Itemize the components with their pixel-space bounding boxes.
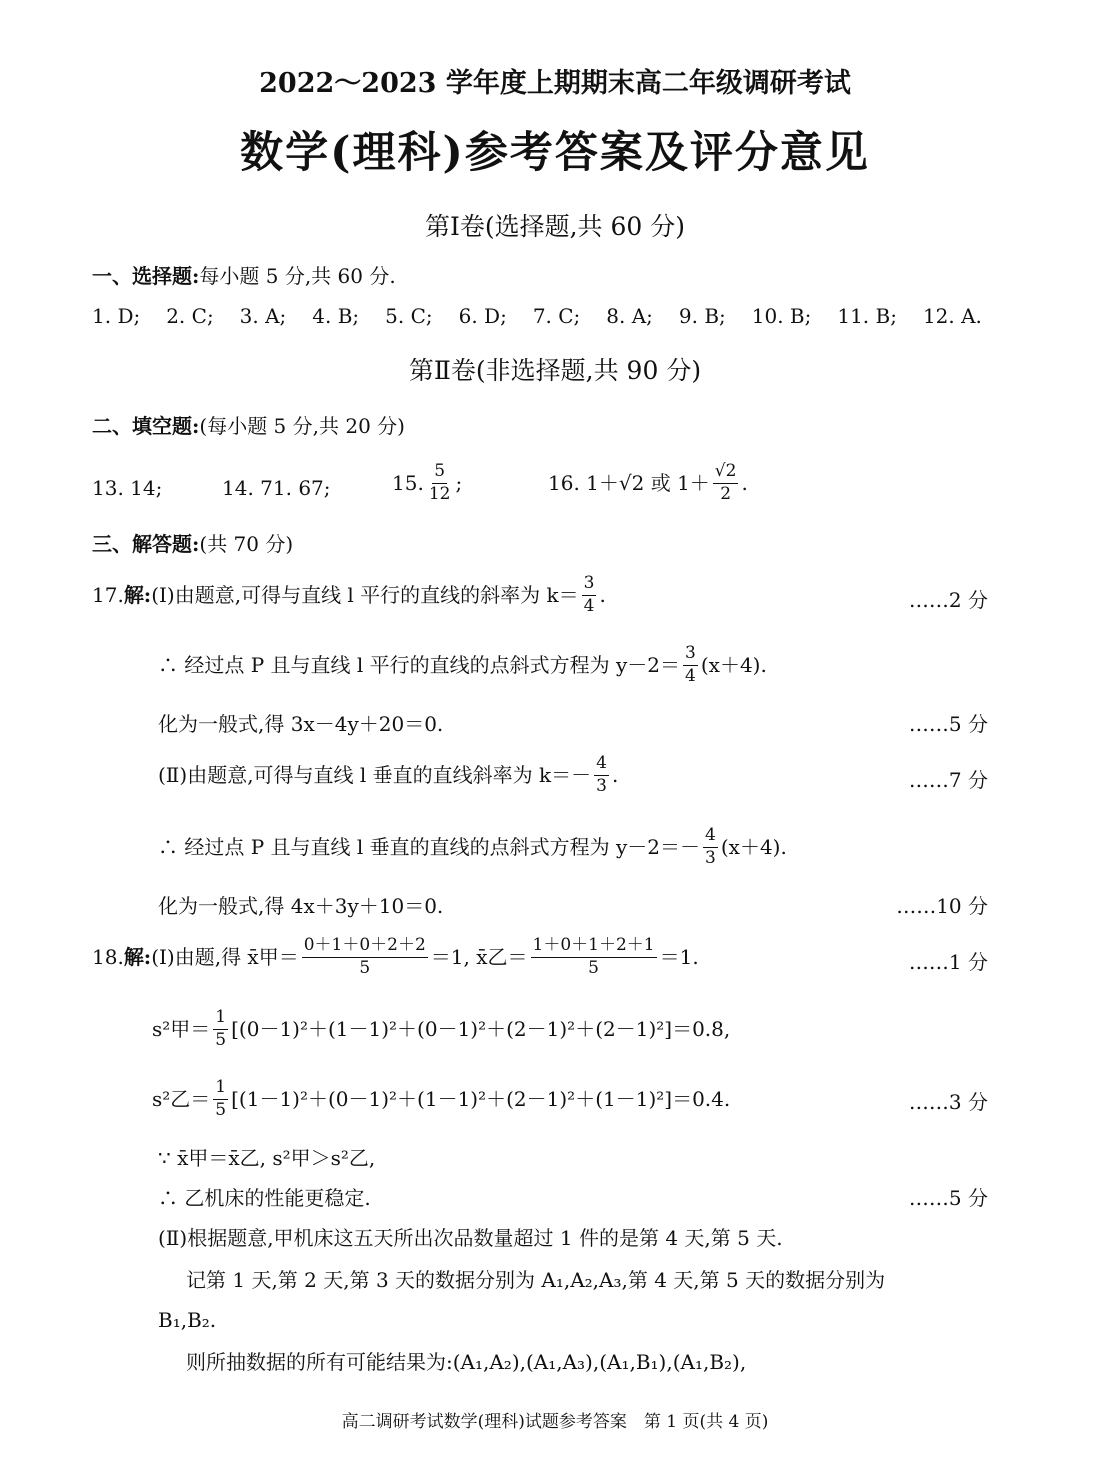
q17-score-2: ……5 分 — [908, 712, 988, 736]
fill-section-note: (每小题 5 分,共 20 分) — [199, 414, 405, 438]
q18-score-3: ……5 分 — [908, 1186, 988, 1210]
choice-answer: 9. B; — [678, 304, 726, 328]
q17-score-1: ……2 分 — [908, 588, 988, 612]
q18-score-2: ……3 分 — [908, 1090, 988, 1114]
fraction-denominator: 12 — [428, 483, 451, 504]
fill-answer-13: 13. 14; — [92, 476, 163, 500]
fill-answer-14: 14. 71. 67; — [222, 476, 331, 500]
fill-answer-16-prefix: 16. 1＋√2 或 1＋ — [548, 471, 710, 496]
choice-answer: 3. A; — [239, 304, 287, 328]
q17-l1-text: (Ⅰ)由题意,可得与直线 l 平行的直线的斜率为 k＝ — [151, 583, 579, 608]
choice-answer: 11. B; — [837, 304, 897, 328]
q18-line-9: 则所抽数据的所有可能结果为:(A₁,A₂),(A₁,A₃),(A₁,B₁),(A₁,B₂), — [186, 1350, 747, 1374]
fraction-numerator: 3 — [582, 574, 597, 596]
q17-line-3: 化为一般式,得 3x－4y＋20＝0. — [158, 712, 444, 736]
q18-line-8: B₁,B₂. — [158, 1308, 217, 1332]
q17-line-5 — [158, 826, 787, 868]
fraction-numerator: √2 — [713, 462, 739, 484]
fill-answer-16 — [548, 462, 748, 504]
fraction — [713, 462, 739, 504]
fraction-denominator: 5 — [215, 1099, 227, 1120]
page-footer: 高二调研考试数学(理科)试题参考答案 第 1 页(共 4 页) — [341, 1412, 769, 1432]
choice-answer: 4. B; — [312, 304, 360, 328]
q17-jie-label: 解: — [123, 583, 152, 608]
choice-answer: 6. D; — [458, 304, 507, 328]
fraction-numerator: 4 — [703, 826, 718, 848]
fraction — [582, 574, 597, 616]
fraction-denominator: 3 — [705, 847, 716, 868]
solve-section-note: (共 70 分) — [199, 532, 294, 556]
fraction — [213, 1078, 228, 1120]
q18-l2-head: s²甲＝ — [152, 1017, 211, 1042]
q18-line-4: ∵ x̄甲＝x̄乙, s²甲＞s²乙, — [158, 1146, 376, 1170]
choice-answer: 1. D; — [92, 304, 141, 328]
q17-number: 17. — [92, 583, 124, 608]
q17-score-3: ……7 分 — [908, 768, 988, 792]
q18-l3-head: s²乙＝ — [152, 1087, 211, 1112]
q18-number: 18. — [92, 945, 124, 970]
q17-line-6: 化为一般式,得 4x＋3y＋10＝0. — [158, 894, 444, 918]
q18-line-5: ∴ 乙机床的性能更稳定. — [158, 1186, 371, 1210]
fill-section-label: 二、填空题: — [92, 414, 200, 438]
fraction-denominator: 3 — [596, 775, 607, 796]
q17-l5-tail: (x＋4). — [720, 835, 787, 860]
q18-line-2 — [152, 1008, 730, 1050]
part1-heading: 第Ⅰ卷(选择题,共 60 分) — [424, 212, 686, 241]
fraction — [531, 936, 657, 978]
fraction-denominator: 5 — [215, 1029, 227, 1050]
choice-answer: 2. C; — [166, 304, 214, 328]
q18-l3-tail: [(1－1)²＋(0－1)²＋(1－1)²＋(2－1)²＋(1－1)²]＝0.4. — [231, 1087, 731, 1112]
q17-line-1 — [92, 574, 606, 616]
choice-answer: 12. A. — [922, 304, 982, 328]
fill-answer-15-suffix: ; — [455, 471, 463, 496]
choice-section-note: 每小题 5 分,共 60 分. — [199, 264, 396, 288]
fill-answer-15 — [392, 462, 462, 504]
choice-answer: 5. C; — [385, 304, 433, 328]
fraction-numerator: 5 — [432, 462, 447, 484]
q17-line-2 — [158, 644, 767, 686]
fraction — [427, 462, 453, 504]
choice-answer: 8. A; — [606, 304, 653, 328]
fraction-numerator: 1 — [213, 1008, 228, 1030]
q17-l4-tail: . — [611, 763, 619, 788]
q18-l1-tail: ＝1. — [659, 945, 699, 970]
choice-answer: 10. B; — [751, 304, 812, 328]
q18-line-3 — [152, 1078, 730, 1120]
fraction-denominator: 4 — [685, 665, 696, 686]
solve-section-label: 三、解答题: — [92, 532, 200, 556]
solve-section-header — [92, 534, 293, 554]
q18-l2-tail: [(0－1)²＋(1－1)²＋(0－1)²＋(2－1)²＋(2－1)²]＝0.8, — [231, 1017, 731, 1042]
q18-line-6: (Ⅱ)根据题意,甲机床这五天所出次品数量超过 1 件的是第 4 天,第 5 天. — [158, 1226, 783, 1250]
part2-heading: 第Ⅱ卷(非选择题,共 90 分) — [408, 356, 702, 385]
q17-l4-text: (Ⅱ)由题意,可得与直线 l 垂直的直线斜率为 k＝－ — [158, 763, 592, 788]
q17-l1-tail: . — [599, 583, 606, 608]
fill-answer-15-prefix: 15. — [392, 471, 424, 496]
q17-score-4: ……10 分 — [896, 894, 988, 918]
fraction-denominator: 5 — [359, 957, 371, 978]
fraction-denominator: 5 — [588, 957, 599, 978]
choice-section-header — [92, 266, 396, 286]
fill-section-header — [92, 416, 405, 436]
q17-line-4 — [158, 754, 618, 796]
fraction — [302, 936, 428, 978]
q18-l1-text: (Ⅰ)由题,得 x̄甲＝ — [151, 945, 299, 970]
q18-l1-mid: ＝1, x̄乙＝ — [430, 945, 528, 970]
fill-answer-16-suffix: . — [741, 471, 748, 496]
fraction-numerator: 1 — [213, 1078, 228, 1100]
fraction-numerator: 0＋1＋0＋2＋2 — [302, 936, 428, 958]
q18-jie-label: 解: — [123, 945, 152, 970]
fraction — [703, 826, 718, 868]
fraction — [213, 1008, 228, 1050]
exam-title: 2022～2023 学年度上期期末高二年级调研考试 — [259, 68, 851, 99]
choice-section-label: 一、选择题: — [92, 264, 200, 288]
q18-line-7: 记第 1 天,第 2 天,第 3 天的数据分别为 A₁,A₂,A₃,第 4 天,第 5 天的数据分别为 — [186, 1268, 886, 1292]
choice-answers — [92, 306, 982, 326]
document-title: 数学(理科)参考答案及评分意见 — [240, 128, 870, 178]
q18-line-1 — [92, 936, 699, 978]
q17-l2-tail: (x＋4). — [700, 653, 767, 678]
fraction-numerator: 4 — [594, 754, 609, 776]
fraction-denominator: 4 — [583, 595, 595, 616]
fraction — [594, 754, 609, 796]
fraction-numerator: 1＋0＋1＋2＋1 — [531, 936, 657, 958]
q17-l5-text: ∴ 经过点 P 且与直线 l 垂直的直线的点斜式方程为 y－2＝－ — [158, 835, 701, 860]
fraction — [683, 644, 698, 686]
q17-l2-text: ∴ 经过点 P 且与直线 l 平行的直线的点斜式方程为 y－2＝ — [158, 653, 681, 678]
fraction-numerator: 3 — [683, 644, 698, 666]
q18-score-1: ……1 分 — [908, 950, 988, 974]
choice-answer: 7. C; — [532, 304, 581, 328]
fraction-denominator: 2 — [720, 483, 732, 504]
